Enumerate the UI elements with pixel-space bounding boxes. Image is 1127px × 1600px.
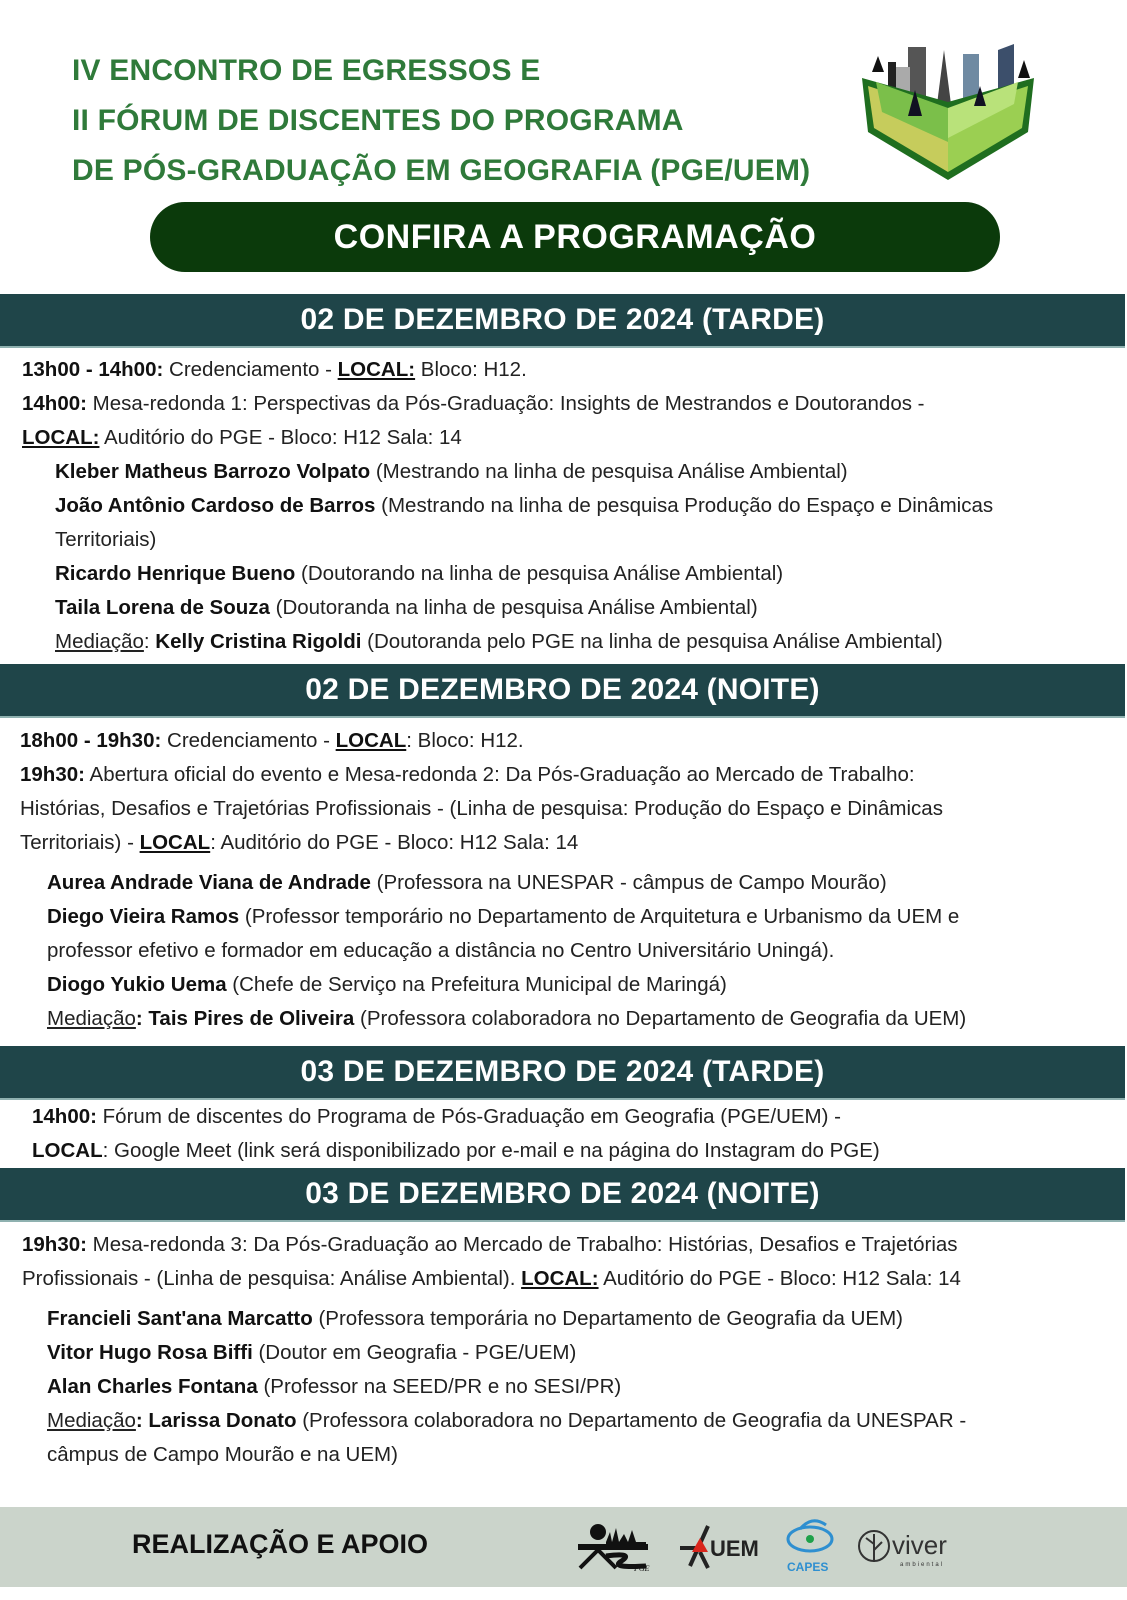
mediator-desc: (Professora colaboradora no Departamento de Geografia da UEM) — [354, 1007, 967, 1030]
speaker-name: João Antônio Cardoso de Barros — [55, 494, 376, 517]
schedule-item-cont: Histórias, Desafios e Trajetórias Profissionais - (Linha de pesquisa: Produção do Espaço e Dinâmicas — [20, 797, 943, 820]
schedule-item — [0, 758, 1127, 792]
time: 14h00: — [22, 392, 87, 415]
mediator-name: Tais Pires de Oliveira — [148, 1007, 355, 1030]
local-label: LOCAL — [139, 831, 211, 854]
speaker-desc: (Doutor em Geografia - PGE/UEM) — [252, 1341, 577, 1364]
schedule-item-local — [0, 826, 1127, 860]
local-label: LOCAL — [335, 729, 407, 752]
schedule-item — [0, 1228, 1127, 1262]
speaker — [0, 557, 1127, 591]
section-body-dec03-noite — [0, 1228, 1127, 1472]
mediator-name: Kelly Cristina Rigoldi — [155, 630, 362, 653]
schedule-item — [0, 1100, 1127, 1134]
speaker — [0, 866, 1127, 900]
banner-label: CONFIRA A PROGRAMAÇÃO — [333, 217, 817, 256]
schedule-item — [0, 724, 1127, 758]
mediation — [0, 625, 1127, 659]
sponsors-label: REALIZAÇÃO E APOIO — [132, 1529, 429, 1559]
svg-text:viver: viver — [892, 1530, 947, 1560]
svg-text:ambiental: ambiental — [900, 1562, 945, 1568]
local-label: LOCAL — [32, 1139, 103, 1162]
speaker-desc: (Doutoranda na linha de pesquisa Análise Ambiental) — [269, 596, 758, 619]
schedule-item-local — [0, 1134, 1127, 1168]
svg-text:PGE: PGE — [634, 1564, 650, 1572]
mediator-desc: (Professora colaboradora no Departamento de Geografia da UNESPAR - — [296, 1409, 967, 1432]
item-text: Credenciamento - — [161, 729, 336, 752]
item-text: Credenciamento - — [163, 358, 338, 381]
section-header-dec02-tarde — [0, 294, 1125, 348]
speaker — [0, 455, 1127, 489]
section-title: 02 DE DEZEMBRO DE 2024 (NOITE) — [305, 673, 820, 706]
local-value: Auditório do PGE - Bloco: H12 Sala: 14 — [99, 426, 462, 449]
item-text: Profissionais - (Linha de pesquisa: Análise Ambiental). — [22, 1267, 522, 1290]
speaker-desc-cont: Territoriais) — [55, 528, 157, 551]
speaker-name: Francieli Sant'ana Marcatto — [47, 1307, 313, 1330]
item-text: Abertura oficial do evento e Mesa-redonda 2: Da Pós-Graduação ao Mercado de Trabalho: — [84, 763, 915, 786]
speaker — [0, 591, 1127, 625]
section-header-dec03-noite — [0, 1168, 1125, 1222]
time: 14h00: — [32, 1105, 97, 1128]
section-header-dec03-tarde — [0, 1046, 1125, 1100]
speaker-name: Alan Charles Fontana — [47, 1375, 258, 1398]
speaker-desc: (Mestrando na linha de pesquisa Análise Ambiental) — [370, 460, 848, 483]
time: 13h00 - 14h00: — [22, 358, 164, 381]
speaker-desc: (Professor na SEED/PR e no SESI/PR) — [257, 1375, 622, 1398]
title-line-3: DE PÓS-GRADUAÇÃO EM GEOGRAFIA (PGE/UEM) — [72, 154, 811, 187]
speaker-name: Taila Lorena de Souza — [55, 596, 270, 619]
separator: : — [135, 1409, 149, 1432]
mediation — [0, 1002, 1127, 1036]
local-label: LOCAL: — [521, 1267, 599, 1290]
speaker-desc: (Professora na UNESPAR - câmpus de Campo Mourão) — [370, 871, 887, 894]
speaker-desc: (Professor temporário no Departamento de Arquitetura e Urbanismo da UEM e — [239, 905, 960, 928]
speaker-desc: (Chefe de Serviço na Prefeitura Municipal de Maringá) — [226, 973, 727, 996]
speaker-desc: (Mestrando na linha de pesquisa Produção do Espaço e Dinâmicas — [375, 494, 994, 517]
viver-logo-icon — [856, 1519, 966, 1575]
speaker-name: Diego Vieira Ramos — [47, 905, 240, 928]
local-label: LOCAL: — [22, 426, 100, 449]
speaker — [0, 900, 1127, 934]
section-title: 03 DE DEZEMBRO DE 2024 (TARDE) — [300, 1055, 825, 1088]
city-forest-leaf-logo-icon — [858, 42, 1038, 182]
schedule-item-local — [0, 1262, 1127, 1296]
event-title — [72, 46, 852, 196]
time: 18h00 - 19h30: — [20, 729, 162, 752]
mediation-label: Mediação — [47, 1409, 136, 1432]
speaker — [0, 968, 1127, 1002]
local-value: Auditório do PGE - Bloco: H12 Sala: 14 — [598, 1267, 961, 1290]
schedule-item-local — [0, 421, 1127, 455]
mediation-label: Mediação — [55, 630, 144, 653]
speaker — [0, 489, 1127, 523]
section-body-dec02-tarde — [0, 353, 1127, 659]
item-text: Mesa-redonda 3: Da Pós-Graduação ao Mercado de Trabalho: Histórias, Desafios e Trajetórias — [86, 1233, 958, 1256]
schedule-item — [0, 353, 1127, 387]
item-text: Mesa-redonda 1: Perspectivas da Pós-Graduação: Insights de Mestrandos e Doutorandos - — [86, 392, 925, 415]
section-body-dec03-tarde — [0, 1100, 1127, 1168]
mediator-desc-cont: câmpus de Campo Mourão e na UEM) — [47, 1443, 398, 1466]
section-title: 03 DE DEZEMBRO DE 2024 (NOITE) — [305, 1177, 820, 1210]
schedule-item — [0, 387, 1127, 421]
local-label: LOCAL: — [337, 358, 416, 381]
sponsors-footer — [0, 1507, 1127, 1587]
speaker-desc: (Doutorando na linha de pesquisa Análise Ambiental) — [295, 562, 784, 585]
time: 19h30: — [22, 1233, 87, 1256]
speaker — [0, 1302, 1127, 1336]
separator: : — [143, 630, 156, 653]
uem-logo-icon — [678, 1519, 762, 1575]
speaker — [0, 1336, 1127, 1370]
speaker-name: Aurea Andrade Viana de Andrade — [47, 871, 371, 894]
local-value: : Auditório do PGE - Bloco: H12 Sala: 14 — [210, 831, 579, 854]
section-title: 02 DE DEZEMBRO DE 2024 (TARDE) — [300, 303, 825, 336]
capes-logo-icon — [782, 1519, 838, 1575]
speaker-name: Ricardo Henrique Bueno — [55, 562, 296, 585]
svg-text:CAPES: CAPES — [787, 1560, 829, 1574]
speaker — [0, 1370, 1127, 1404]
item-text: Territoriais) - — [20, 831, 140, 854]
confira-programacao-banner — [150, 202, 1000, 272]
pge-logo-icon — [576, 1519, 656, 1575]
speaker-name: Diogo Yukio Uema — [47, 973, 227, 996]
speaker-desc: (Professora temporária no Departamento de Geografia da UEM) — [312, 1307, 903, 1330]
title-line-1: IV ENCONTRO DE EGRESSOS E — [72, 54, 541, 87]
speaker-name: Kleber Matheus Barrozo Volpato — [55, 460, 371, 483]
speaker-desc-cont: professor efetivo e formador em educação a distância no Centro Universitário Uningá). — [47, 939, 835, 962]
section-header-dec02-noite — [0, 664, 1125, 718]
title-line-2: II FÓRUM DE DISCENTES DO PROGRAMA — [72, 104, 684, 137]
mediator-name: Larissa Donato — [148, 1409, 297, 1432]
local-value: : Google Meet (link será disponibilizado por e-mail e na página do Instagram do PGE) — [102, 1139, 880, 1162]
section-body-dec02-noite — [0, 724, 1127, 1036]
mediation-label: Mediação — [47, 1007, 136, 1030]
item-text: Fórum de discentes do Programa de Pós-Graduação em Geografia (PGE/UEM) - — [96, 1105, 841, 1128]
separator: : — [135, 1007, 149, 1030]
mediator-desc: (Doutoranda pelo PGE na linha de pesquisa Análise Ambiental) — [361, 630, 943, 653]
speaker-name: Vitor Hugo Rosa Biffi — [47, 1341, 253, 1364]
local-value: : Bloco: H12. — [406, 729, 524, 752]
local-value: Bloco: H12. — [415, 358, 527, 381]
mediation — [0, 1404, 1127, 1438]
time: 19h30: — [20, 763, 85, 786]
svg-text:UEM: UEM — [710, 1536, 759, 1561]
